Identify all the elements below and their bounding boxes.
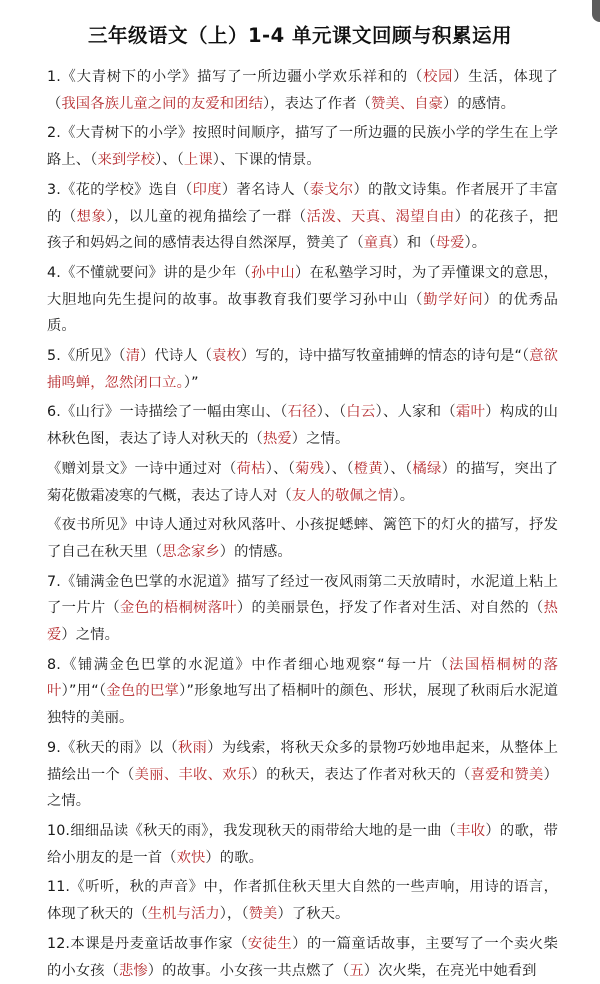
answer-text: 热爱 <box>262 431 292 448</box>
body-text: ），表达了作者（ <box>262 95 371 112</box>
answer-text: 印度 <box>192 181 222 198</box>
paragraph-item <box>47 399 558 452</box>
body-text: ）代诗人（ <box>140 348 213 365</box>
answer-text: 袁枚 <box>212 348 241 365</box>
body-text: ）的秋天，表达了作者对秋天的（ <box>251 766 471 783</box>
answer-text: 丰收 <box>456 822 486 839</box>
answer-text: 赞美、自豪 <box>371 95 443 112</box>
body-text: ）的感情。 <box>442 95 515 112</box>
body-text: ）的优秀品质。 <box>47 291 559 335</box>
body-text: ）的歌。 <box>205 849 263 866</box>
body-text: ）、人家和（ <box>375 404 456 421</box>
body-text: ）” <box>183 374 199 391</box>
body-text: ）的故事。小女孩一共点燃了（ <box>147 962 350 979</box>
body-text: ）。 <box>464 235 487 252</box>
body-text: 7.《铺满金色巴掌的水泥道》描写了经过一夜风雨第二天放晴时，水泥道上粘上了一片片（ <box>47 573 558 617</box>
document-body <box>0 64 600 984</box>
document-title: 三年级语文（上）1-4 单元课文回顾与积累运用 <box>87 24 513 47</box>
paragraph-item <box>47 512 558 565</box>
paragraph-item <box>47 818 558 871</box>
answer-text: 母爱 <box>435 235 465 252</box>
answer-text: 泰戈尔 <box>309 181 354 198</box>
answer-text: 活泼、天真、渴望自由 <box>306 208 455 225</box>
body-text: ）、（ <box>155 152 184 169</box>
body-text: ）、下课的情景。 <box>212 152 321 169</box>
body-text: ）为线索，将秋天众多的景物巧妙地串起来，从整体上描绘出一个（ <box>47 739 558 783</box>
paragraph-item <box>47 120 558 173</box>
page-edge-shadow <box>592 0 600 22</box>
body-text: ）次火柴，在亮光中她看到 <box>363 962 537 979</box>
paragraph-item <box>47 735 558 815</box>
body-text: 5.《所见》（ <box>47 348 126 365</box>
answer-text: 生机与活力 <box>147 906 220 923</box>
body-text: ）、（ <box>265 460 296 477</box>
answer-text: 我国各族儿童之间的友爱和团结 <box>61 95 263 112</box>
body-text: ），（ <box>219 906 249 923</box>
answer-text: 安徒生 <box>247 935 293 952</box>
answer-text: 橘绿 <box>412 460 442 477</box>
body-text: 9.《秋天的雨》以（ <box>47 739 179 756</box>
body-text: ）的花孩子，把孩子和妈妈之间的感情表达得自然深厚，赞美了（ <box>47 208 559 252</box>
answer-text: 金色的巴掌 <box>106 683 180 700</box>
answer-text: 荷枯 <box>236 460 266 477</box>
answer-text: 校园 <box>423 69 454 85</box>
body-text: 《赠刘景文》一诗中通过对（ <box>47 460 237 477</box>
paragraph-item <box>47 456 558 509</box>
paragraph-item <box>47 569 558 649</box>
body-text: ）的散文诗集。作者展开了丰富的（ <box>47 181 558 225</box>
body-text: ）”用“（ <box>61 683 107 700</box>
answer-text: 意欲捕鸣蝉，忽然闭口立。 <box>47 348 558 391</box>
body-text: ）著名诗人（ <box>221 181 310 198</box>
answer-text: 清 <box>125 348 141 365</box>
paragraph-item <box>47 64 558 117</box>
answer-text: 童真 <box>363 235 393 252</box>
body-text: ）、（ <box>324 460 354 477</box>
body-text: 3.《花的学校》选自（ <box>47 181 193 198</box>
answer-text: 勤学好问 <box>423 291 484 308</box>
answer-text: 热爱 <box>47 600 558 644</box>
body-text: ）写的，诗中描写牧童捕蝉的情态的诗句是“（ <box>240 348 530 365</box>
body-text: ）的一篇童话故事，主要写了一个卖火柴的小女孩（ <box>47 935 558 979</box>
body-text: ）的歌，带给小朋友的是一首（ <box>47 822 558 866</box>
body-text: 2.《大青树下的小学》按照时间顺序，描写了一所边疆的民族小学的学生在上学路上、（ <box>47 125 558 169</box>
answer-text: 赞美 <box>248 906 278 923</box>
body-text: 《夜书所见》中诗人通过对秋风落叶、小孩捉蟋蟀、篱笆下的灯火的描写，抒发了自己在秋天里（ <box>47 517 558 560</box>
body-text: 1.《大青树下的小学》描写了一所边疆小学欢乐祥和的（ <box>47 69 424 85</box>
body-text: ）的美丽景色，抒发了作者对生活、对自然的（ <box>236 600 544 617</box>
body-text: ）的情感。 <box>219 543 292 560</box>
body-text: ）之情。 <box>61 627 119 644</box>
body-text: ）、（ <box>316 404 347 421</box>
body-text: ）”形象地写出了梧桐叶的颜色、形状，展现了秋雨后水泥道独特的美丽。 <box>47 683 558 727</box>
answer-text: 欢快 <box>176 849 206 866</box>
answer-text: 五 <box>349 962 364 979</box>
answer-text: 思念家乡 <box>162 543 220 560</box>
body-text: ）之情。 <box>47 766 558 810</box>
body-text: ）了秋天。 <box>277 906 350 923</box>
body-text: ）、（ <box>382 460 413 477</box>
body-text: 11.《听听，秋的声音》中，作者抓住秋天里大自然的一些声响，用诗的语言，体现了秋天的（ <box>47 879 558 923</box>
answer-text: 美丽、丰收、欢乐 <box>134 766 252 783</box>
paragraph-item <box>47 931 558 984</box>
answer-text: 喜爱和赞美 <box>470 766 544 783</box>
body-text: 10.细细品读《秋天的雨》，我发现秋天的雨带给大地的是一曲（ <box>47 822 457 839</box>
answer-text: 孙中山 <box>251 264 296 281</box>
answer-text: 想象 <box>76 208 107 225</box>
answer-text: 秋雨 <box>178 739 208 756</box>
answer-text: 石径 <box>287 404 317 421</box>
answer-text: 橙黄 <box>353 460 383 477</box>
paragraph-item <box>47 177 558 257</box>
paragraph-item <box>47 874 558 927</box>
answer-text: 白云 <box>346 404 376 421</box>
body-text: ）构成的山林秋色图，表达了诗人对秋天的（ <box>47 404 559 448</box>
body-text: 4.《不懂就要问》讲的是少年（ <box>47 264 252 281</box>
paragraph-item <box>47 260 558 340</box>
body-text: ）生活，体现了（ <box>47 69 559 112</box>
answer-text: 法国梧桐树的落叶 <box>47 656 558 700</box>
answer-text: 霜叶 <box>456 404 486 421</box>
body-text: ）的描写，突出了菊花傲霜凌寒的气概，表达了诗人对（ <box>47 460 559 504</box>
answer-text: 悲惨 <box>118 962 148 979</box>
paragraph-item <box>47 343 558 396</box>
body-text: ）和（ <box>392 235 436 252</box>
body-text: ），以儿童的视角描绘了一群（ <box>106 208 307 225</box>
body-text: 12.本课是丹麦童话故事作家（ <box>47 935 248 952</box>
body-text: 6.《山行》一诗描绘了一幅由寒山、（ <box>47 404 288 421</box>
answer-text: 金色的梧桐树落叶 <box>120 600 237 617</box>
paragraph-item <box>47 652 558 732</box>
answer-text: 上课 <box>183 152 213 169</box>
answer-text: 来到学校 <box>97 152 156 169</box>
body-text: ）。 <box>392 487 415 504</box>
body-text: 8.《铺满金色巴掌的水泥道》中作者细心地观察“每一片（ <box>47 656 450 673</box>
body-text: ）之情。 <box>291 431 350 448</box>
answer-text: 菊残 <box>295 460 325 477</box>
body-text: ）在私塾学习时，为了弄懂课文的意思，大胆地向先生提问的故事。故事教育我们要学习孙中山（ <box>47 264 558 308</box>
answer-text: 友人的敬佩之情 <box>291 487 393 504</box>
